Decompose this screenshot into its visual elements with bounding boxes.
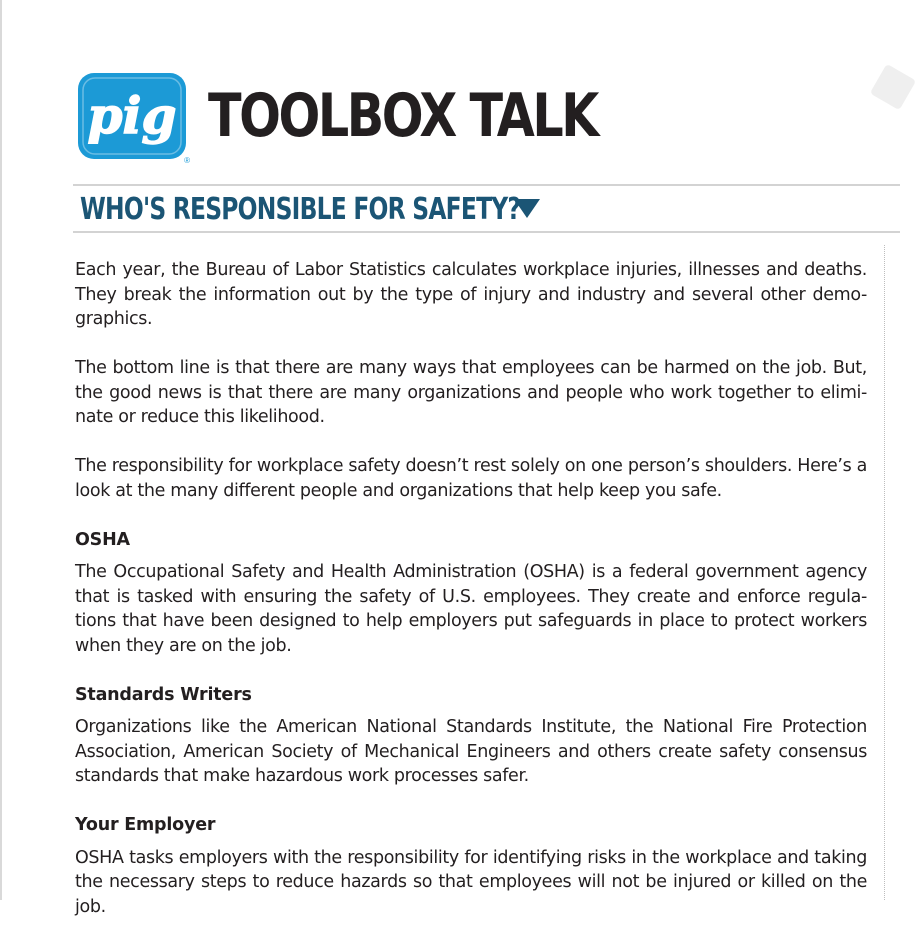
logo-text: pig	[87, 86, 177, 145]
section-title	[80, 191, 640, 227]
intro-paragraph: The responsibility for workplace safety doesn’t rest solely on one person’s shoulders. Here’s a look at the many different people and organizations that help keep you safe.	[75, 456, 867, 501]
margin-dotted-rule	[884, 245, 885, 900]
section-rule-top	[73, 184, 900, 186]
section-text-standards-writers: Organizations like the American National Standards Institute, the National Fire Protection Association, American Society of Mechanical Engineers and others create safety consensus standards that make hazardous work processes safer.	[75, 717, 867, 786]
article-body	[75, 258, 867, 944]
intro-paragraph: Each year, the Bureau of Labor Statistics calculates workplace injuries, illnesses and deaths. They break the information out by the type of injury and industry and several other demo-graphics.	[75, 260, 867, 329]
intro-paragraph: The bottom line is that there are many ways that employees can be harmed on the job. But, the good news is that there are many organizations and people who work together to elimi-nate or reduce this likelihood.	[75, 358, 867, 427]
page-title: TOOLBOX TALK	[208, 81, 597, 151]
section-heading-standards-writers: Standards Writers	[75, 684, 252, 705]
section-heading-your-employer: Your Employer	[75, 815, 216, 835]
header	[78, 73, 682, 165]
corner-decoration	[870, 64, 916, 110]
section-title-text: WHO'S RESPONSIBLE FOR SAFETY?	[80, 191, 521, 227]
pig-logo	[78, 73, 190, 165]
section-rule-bottom	[73, 231, 900, 233]
page-edge	[0, 0, 2, 900]
section-text-your-employer: OSHA tasks employers with the responsibility for identifying risks in the workplace and taking the necessary steps to reduce hazards so that employees will not be injured or killed on the job.	[75, 847, 867, 917]
triangle-down-icon	[514, 199, 540, 218]
section-heading-osha: OSHA	[75, 529, 130, 550]
registered-mark: ®	[184, 156, 190, 165]
pig-logo-image	[78, 73, 186, 159]
section-text-osha: The Occupational Safety and Health Administration (OSHA) is a federal government agency that is tasked with ensuring the safety of U.S. employees. They create and enforce regula-tions that have been designed to help employers put safeguards in place to protect workers when they are on the job.	[75, 562, 867, 656]
